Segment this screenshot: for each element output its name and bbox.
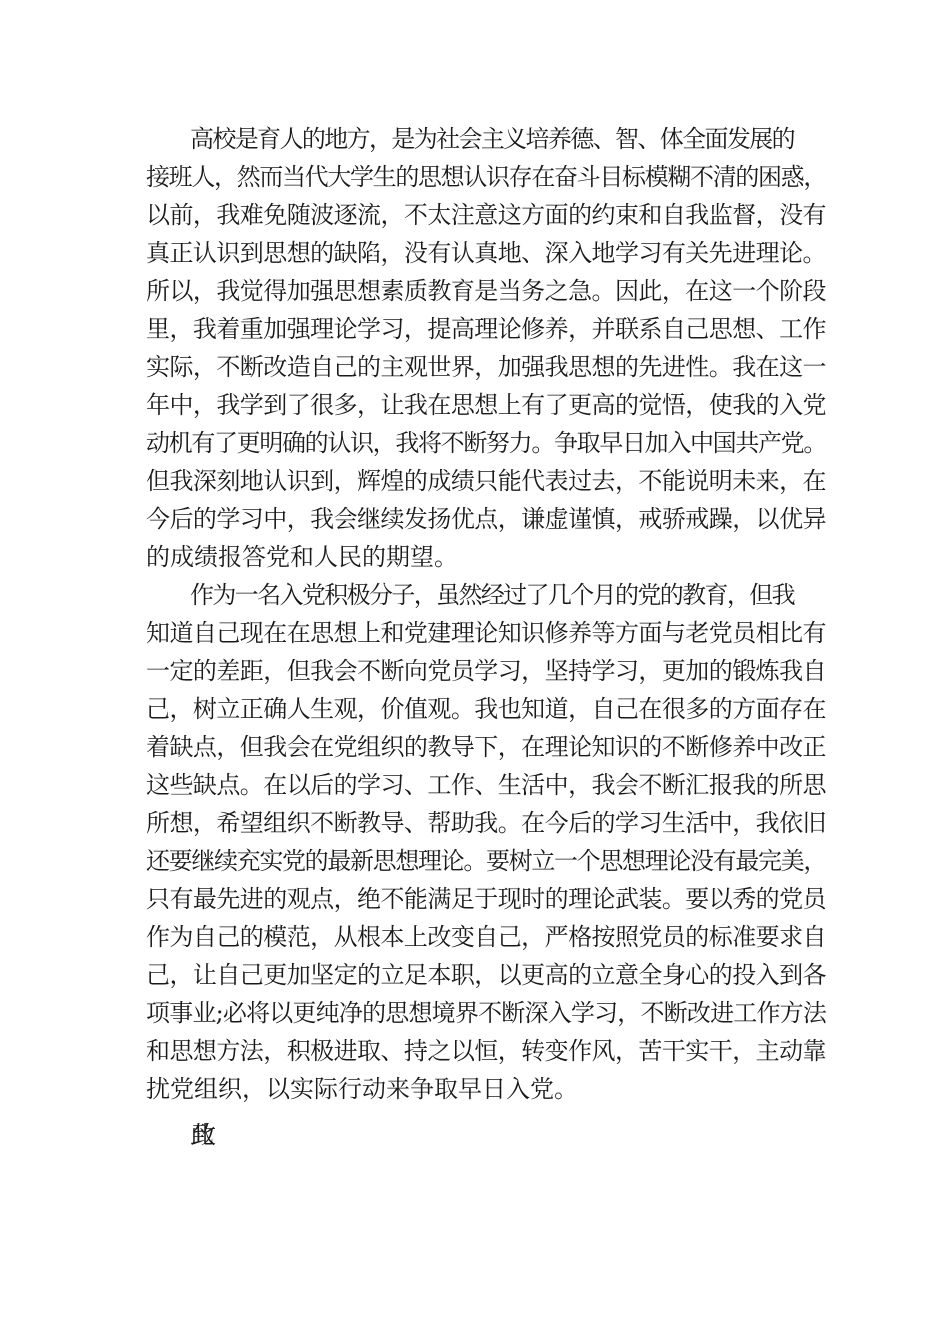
paragraph-1-line-9: 动机有了更明确的认识，我将不断努力。争取早日加入中国共产党。 bbox=[146, 429, 826, 457]
paragraph-1-line-12: 的成绩报答党和人民的期望。 bbox=[146, 543, 458, 571]
paragraph-1-line-8: 年中，我学到了很多，让我在思想上有了更高的觉悟，使我的入党 bbox=[146, 391, 826, 419]
paragraph-2-line-10: 作为自己的模范，从根本上改变自己，严格按照党员的标准要求自 bbox=[146, 923, 826, 951]
paragraph-2-line-4: 己，树立正确人生观，价值观。我也知道，自己在很多的方面存在 bbox=[146, 695, 826, 723]
paragraph-2-line-5: 着缺点，但我会在党组织的教导下，在理论知识的不断修养中改正 bbox=[146, 733, 826, 761]
paragraph-2-line-14: 扰党组织，以实际行动来争取早日入党。 bbox=[146, 1075, 578, 1103]
paragraph-1-line-11: 今后的学习中，我会继续发扬优点，谦虚谨慎，戒骄戒躁，以优异 bbox=[146, 505, 826, 533]
paragraph-1-line-5: 所以，我觉得加强思想素质教育是当务之急。因此，在这一个阶段 bbox=[146, 277, 826, 305]
paragraph-1-line-3: 以前，我难免随波逐流，不太注意这方面的约束和自我监督，没有 bbox=[146, 201, 826, 229]
paragraph-1-line-10: 但我深刻地认识到，辉煌的成绩只能代表过去，不能说明未来，在 bbox=[146, 467, 826, 495]
paragraph-2-line-6: 这些缺点。在以后的学习、工作、生活中，我会不断汇报我的所思 bbox=[146, 771, 826, 799]
paragraph-1-line-2: 接班人，然而当代大学生的思想认识存在奋斗目标模糊不清的困惑， bbox=[146, 163, 826, 191]
paragraph-1-line-1: 高校是育人的地方，是为社会主义培养德、智、体全面发展的 bbox=[190, 125, 794, 153]
paragraph-2-line-2: 知道自己现在在思想上和党建理论知识修养等方面与老党员相比有 bbox=[146, 619, 826, 647]
closing-salutation: 此致 bbox=[190, 1121, 194, 1149]
paragraph-2-line-9: 只有最先进的观点，绝不能满足于现时的理论武装。要以秀的党员 bbox=[146, 885, 826, 913]
paragraph-2-line-12: 项事业;必将以更纯净的思想境界不断深入学习，不断改进工作方法 bbox=[146, 999, 827, 1027]
paragraph-2-line-3: 一定的差距，但我会不断向党员学习，坚持学习，更加的锻炼我自 bbox=[146, 657, 826, 685]
paragraph-2-line-11: 己，让自己更加坚定的立足本职，以更高的立意全身心的投入到各 bbox=[146, 961, 826, 989]
paragraph-1-line-4: 真正认识到思想的缺陷，没有认真地、深入地学习有关先进理论。 bbox=[146, 239, 826, 267]
paragraph-1-line-6: 里，我着重加强理论学习，提高理论修养，并联系自己思想、工作 bbox=[146, 315, 826, 343]
paragraph-1-line-7: 实际，不断改造自己的主观世界，加强我思想的先进性。我在这一 bbox=[146, 353, 826, 381]
paragraph-2-line-8: 还要继续充实党的最新思想理论。要树立一个思想理论没有最完美， bbox=[146, 847, 826, 875]
paragraph-2-line-13: 和思想方法，积极进取、持之以恒，转变作风，苦干实干，主动靠 bbox=[146, 1037, 826, 1065]
paragraph-2-line-1: 作为一名入党积极分子，虽然经过了几个月的党的教育，但我 bbox=[190, 581, 794, 609]
paragraph-2-line-7: 所想，希望组织不断教导、帮助我。在今后的学习生活中，我依旧 bbox=[146, 809, 826, 837]
